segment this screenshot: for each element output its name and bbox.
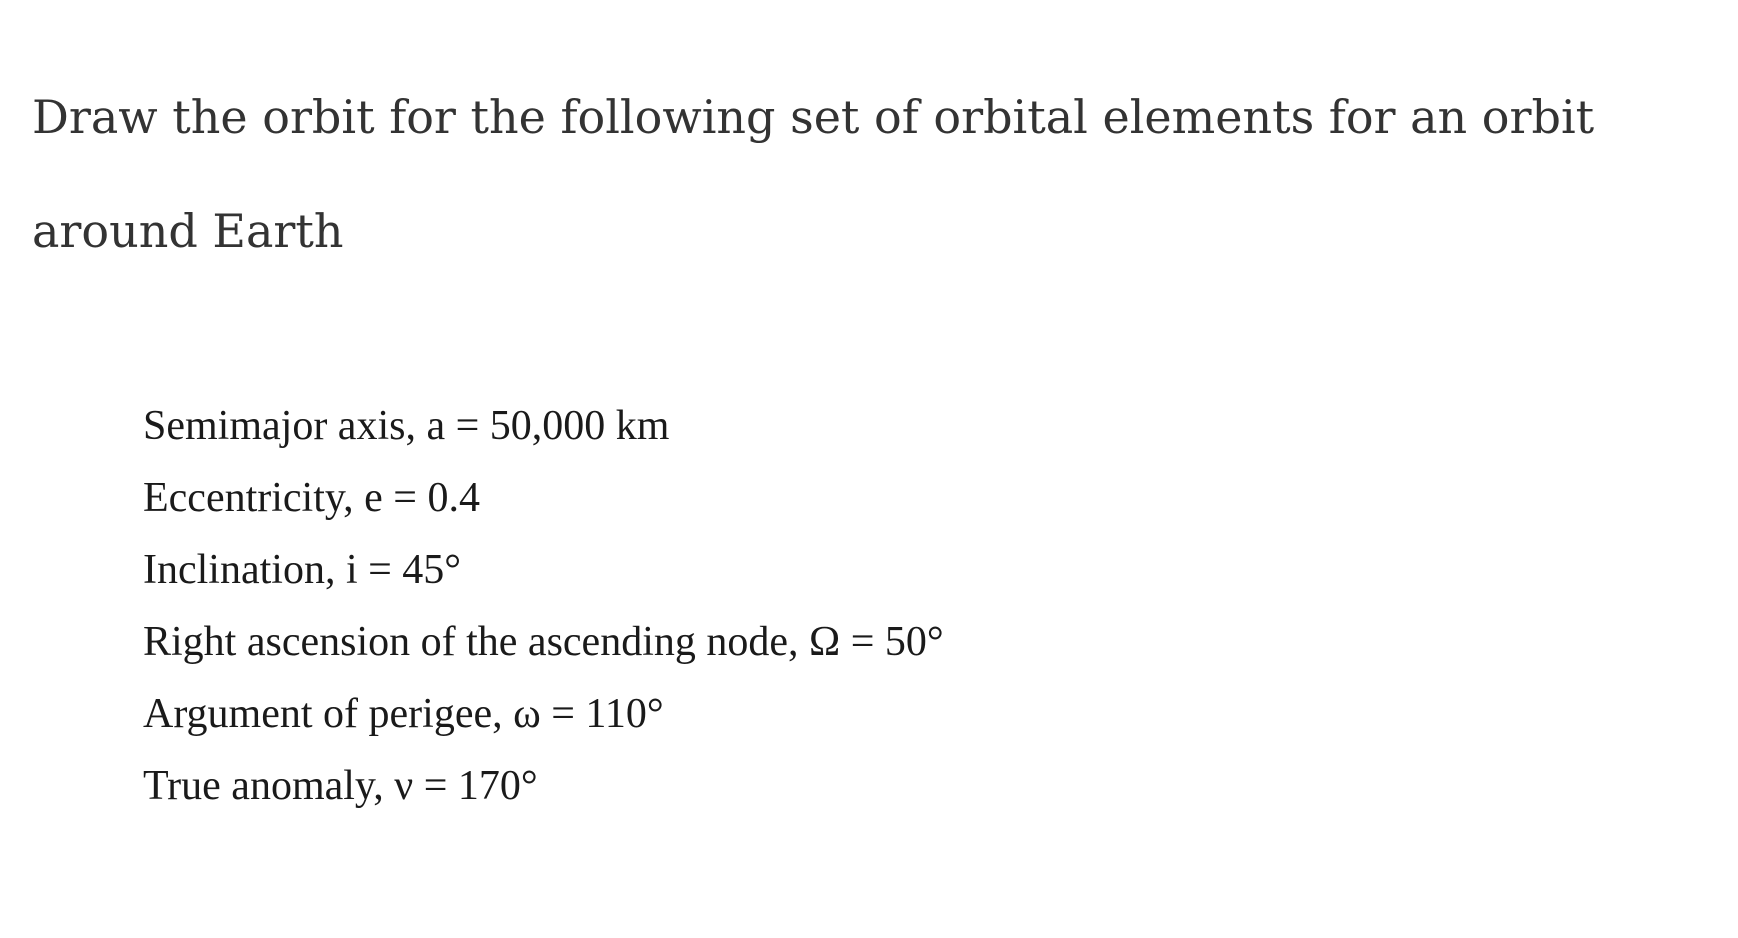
- eccentricity-item: Eccentricity, e = 0.4: [143, 475, 480, 521]
- semimajor-axis-item: Semimajor axis, a = 50,000 km: [143, 403, 670, 449]
- raan-item: Right ascension of the ascending node, Ω = 50°: [143, 619, 944, 665]
- inclination-item: Inclination, i = 45°: [143, 547, 462, 593]
- orbital-elements-list: [143, 396, 944, 828]
- question-text: Draw the orbit for the following set of orbital elements for an orbit around Earth: [32, 90, 1595, 258]
- true-anomaly-item: True anomaly, ν = 170°: [143, 763, 538, 809]
- argument-of-perigee-item: Argument of perigee, ω = 110°: [143, 691, 664, 737]
